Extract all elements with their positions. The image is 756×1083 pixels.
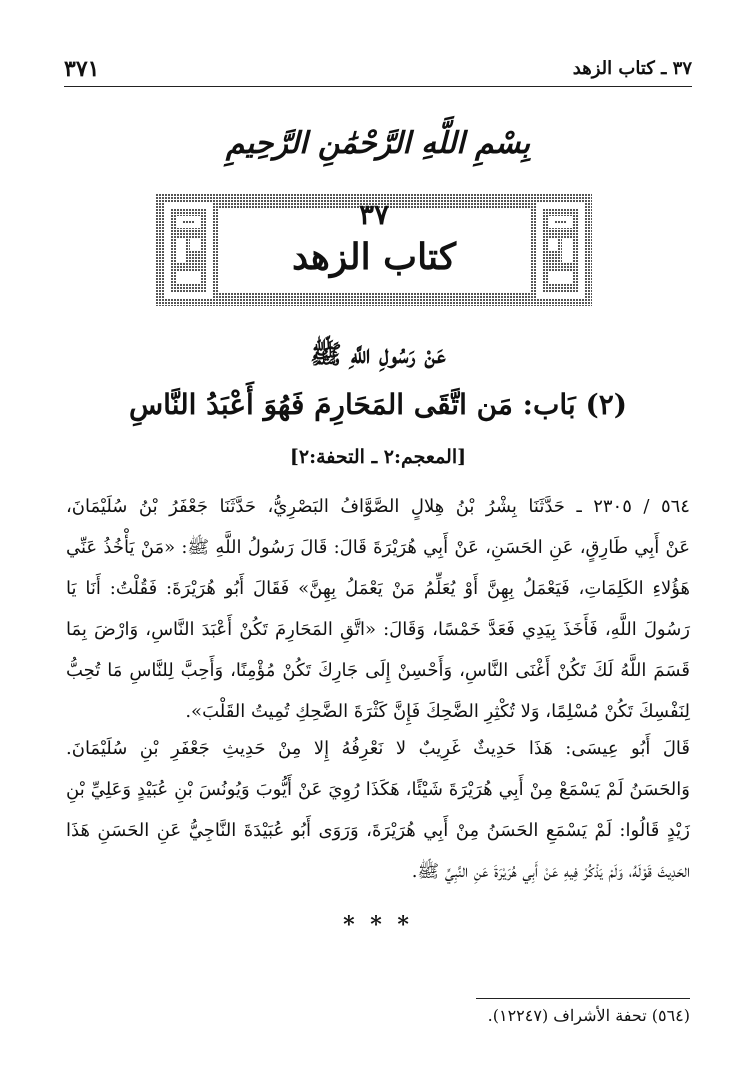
page-header [64, 52, 692, 87]
running-head-book-title: ٣٧ ـ كتاب الزهد [572, 58, 692, 79]
basmala: بِسْمِ اللَّهِ الرَّحْمَٰنِ الرَّحِيمِ [225, 126, 531, 161]
commentary-text [66, 728, 690, 892]
text-line: لِنَفْسِكَ تَكُنْ مُسْلِمًا، وَلا تُكْثِرِ الضَّحِكَ فَإِنَّ كَثْرَةَ الضَّحِكِ تُمِيتُ القَلْبَ». [185, 701, 690, 722]
hadith-text [66, 486, 690, 732]
chapter-number: ٣٧ [358, 198, 390, 231]
reference-note: [المعجم:٢ ـ التحفة:٢] [289, 446, 467, 468]
text-line: رَسُولَ اللَّهِ، فَأَخَذَ بِيَدِي فَعَدَّ خَمْسًا، وَقَالَ: «اتَّقِ المَحَارِمَ تَكُنْ أَعْبَدَ النَّاسِ، وَارْضَ بِمَا [66, 619, 690, 640]
footnote-divider [476, 998, 690, 999]
text-line: الحَدِيثَ قَوْلَهُ، وَلَمْ يَذْكُرْ فِيهِ عَنْ أَبِي هُرَيْرَةَ عَنِ النَّبِيِّ ﷺ. [411, 861, 690, 882]
text-line: هَؤُلاءِ الكَلِمَاتِ، فَيَعْمَلُ بِهِنَّ أَوْ يُعَلِّمُ مَنْ يَعْمَلُ بِهِنَّ» فَقَالَ أَبُو هُرَيْرَةَ: فَقُلْتُ: أَنَا يَا [66, 578, 690, 599]
text-line: قَالَ أَبُو عِيسَى: هَذَا حَدِيثٌ غَرِيبٌ لا نَعْرِفُهُ إِلا مِنْ حَدِيثِ جَعْفَرِ بْنِ سُلَيْمَانَ. [66, 738, 690, 759]
text-line: عَنْ أَبِي طَارِقٍ، عَنِ الحَسَنِ، عَنْ أَبِي هُرَيْرَةَ قَالَ: قَالَ رَسُولُ اللَّهِ ﷺ: «مَنْ يَأْخُذُ عَنِّي [66, 537, 690, 558]
footnote: (٥٦٤) تحفة الأشراف (١٢٢٤٧). [487, 1006, 690, 1025]
chapter-subtitle: عَنْ رَسُولِ اللَّهِ ﷺ [310, 340, 446, 370]
page-number: ٣٧١ [64, 56, 100, 82]
text-line: قَسَمَ اللَّهُ لَكَ تَكُنْ أَغْنَى النَّاسِ، وَأَحْسِنْ إِلَى جَارِكَ تَكُنْ مُؤْمِنًا، وَأَحِبَّ لِلنَّاسِ مَا تُحِبُّ [66, 660, 690, 681]
section-separator: * * * [343, 912, 413, 938]
section-title: (٢) بَاب: مَن اتَّقَى المَحَارِمَ فَهُوَ أَعْبَدُ النَّاسِ [128, 388, 627, 421]
text-line: وَالحَسَنُ لَمْ يَسْمَعْ مِنْ أَبِي هُرَيْرَةَ شَيْئًا، هَكَذَا رُوِيَ عَنْ أَيُّوبَ وَيُونُسَ بْنِ عُبَيْدٍ وَعَلِيِّ بْنِ [66, 779, 690, 800]
chapter-banner [156, 194, 592, 306]
text-line: زَيْدٍ قَالُوا: لَمْ يَسْمَعِ الحَسَنُ مِنْ أَبِي هُرَيْرَةَ، وَرَوَى أَبُو عُبَيْدَةَ النَّاجِيُّ عَنِ الحَسَنِ هَذَا [66, 820, 690, 841]
chapter-title: كتاب الزهد [291, 236, 457, 278]
text-line: ٥٦٤ / ٢٣٠٥ ـ حَدَّثَنَا بِشْرُ بْنُ هِلالٍ الصَّوَّافُ البَصْرِيُّ، حَدَّثَنَا جَعْفَرُ بْنُ سُلَيْمَانَ، [66, 496, 690, 517]
